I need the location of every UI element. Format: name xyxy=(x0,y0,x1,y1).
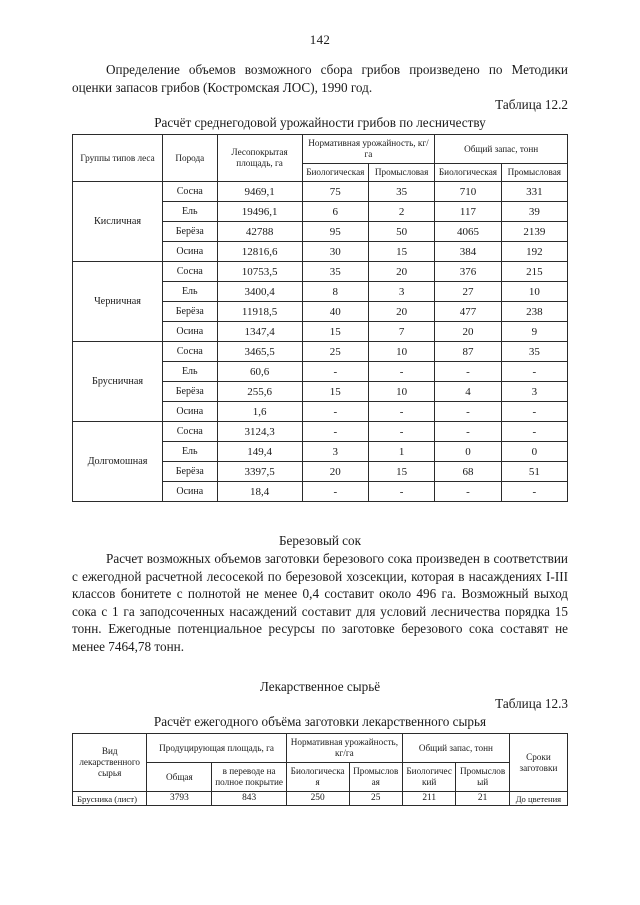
yield-comm-cell: 25 xyxy=(349,792,402,806)
table2-header-row-1 xyxy=(73,734,568,763)
stock-comm-cell: 238 xyxy=(501,302,567,322)
th-yield-comm: Промысловая xyxy=(368,164,434,182)
species-cell: Сосна xyxy=(163,342,217,362)
yield-bio-cell: 20 xyxy=(302,462,368,482)
species-cell: Сосна xyxy=(163,422,217,442)
yield-comm-cell: - xyxy=(368,482,434,502)
yield-comm-cell: 15 xyxy=(368,242,434,262)
yield-bio-cell: 15 xyxy=(302,322,368,342)
yield-bio-cell: 30 xyxy=(302,242,368,262)
area-cell: 3400,4 xyxy=(217,282,302,302)
species-cell: Ель xyxy=(163,442,217,462)
stock-comm-cell: - xyxy=(501,422,567,442)
stock-comm-cell: 3 xyxy=(501,382,567,402)
stock-comm-cell: 39 xyxy=(501,202,567,222)
area-cell: 42788 xyxy=(217,222,302,242)
area-cell: 10753,5 xyxy=(217,262,302,282)
species-cell: Ель xyxy=(163,202,217,222)
stock-bio-cell: 710 xyxy=(435,182,501,202)
table2-caption-right: Таблица 12.3 xyxy=(495,696,568,712)
th-producing-area: Продуцирующая площадь, га xyxy=(147,734,286,763)
th-species: Порода xyxy=(163,135,217,182)
th-yield-comm-2: Промысловая xyxy=(349,763,402,792)
stock-comm-cell: 2139 xyxy=(501,222,567,242)
species-cell: Берёза xyxy=(163,222,217,242)
species-cell: Берёза xyxy=(163,302,217,322)
yield-bio-cell: 8 xyxy=(302,282,368,302)
stock-bio-cell: 477 xyxy=(435,302,501,322)
species-cell: Сосна xyxy=(163,182,217,202)
yield-comm-cell: 3 xyxy=(368,282,434,302)
area-cell: 9469,1 xyxy=(217,182,302,202)
th-terms: Сроки заготовки xyxy=(509,734,567,792)
raw-material-cell: Брусника (лист) xyxy=(73,792,147,806)
table1-header-row-1 xyxy=(73,135,568,164)
yield-comm-cell: - xyxy=(368,362,434,382)
stock-comm-cell: 0 xyxy=(501,442,567,462)
th-yield-bio-2: Биологическая xyxy=(286,763,349,792)
yield-comm-cell: 50 xyxy=(368,222,434,242)
area-cell: 1,6 xyxy=(217,402,302,422)
yield-bio-cell: 35 xyxy=(302,262,368,282)
table1-body xyxy=(73,182,568,502)
species-cell: Ель xyxy=(163,282,217,302)
yield-comm-cell: 10 xyxy=(368,342,434,362)
yield-bio-cell: - xyxy=(302,482,368,502)
yield-bio-cell: 250 xyxy=(286,792,349,806)
area-cell: 3397,5 xyxy=(217,462,302,482)
yield-bio-cell: 75 xyxy=(302,182,368,202)
yield-bio-cell: 6 xyxy=(302,202,368,222)
stock-bio-cell: - xyxy=(435,422,501,442)
area-cell: 255,6 xyxy=(217,382,302,402)
yield-bio-cell: 25 xyxy=(302,342,368,362)
area-cell: 3465,5 xyxy=(217,342,302,362)
yield-bio-cell: 15 xyxy=(302,382,368,402)
stock-bio-cell: 384 xyxy=(435,242,501,262)
yield-comm-cell: 2 xyxy=(368,202,434,222)
birch-sap-paragraph: Расчет возможных объемов заготовки березового сока произведен в соответствии с ежегодной расчетной лесосекой по березовой хозсекции, которая в насаждениях I-III классов бонитете с полнотой не менее 0,4 составит около 496 га. Возможный выход сока с 1 га заподсоченных насаждений составит для условий лесничества порядка 15 тонн. Ежегодные потенциальное ресурсы по заготовке березового сока составят не менее 7464,78 тонн. xyxy=(72,550,568,654)
species-cell: Ель xyxy=(163,362,217,382)
yield-comm-cell: - xyxy=(368,422,434,442)
area-cell: 19496,1 xyxy=(217,202,302,222)
yield-bio-cell: 3 xyxy=(302,442,368,462)
table2-header-row-2 xyxy=(73,763,568,792)
stock-comm-cell: 192 xyxy=(501,242,567,262)
stock-bio-cell: 27 xyxy=(435,282,501,302)
yield-comm-cell: 10 xyxy=(368,382,434,402)
terms-cell: До цветения xyxy=(509,792,567,806)
area-cell: 1347,4 xyxy=(217,322,302,342)
medicinal-raw-material-table xyxy=(72,733,568,806)
area-cell: 18,4 xyxy=(217,482,302,502)
stock-bio-cell: 68 xyxy=(435,462,501,482)
yield-bio-cell: 40 xyxy=(302,302,368,322)
table1-caption-right: Таблица 12.2 xyxy=(495,97,568,113)
th-area: Лесопокрытая площадь, га xyxy=(217,135,302,182)
stock-bio-cell: 117 xyxy=(435,202,501,222)
table-row xyxy=(73,262,568,282)
th-stock-group-2: Общий запас, тонн xyxy=(402,734,509,763)
yield-bio-cell: 95 xyxy=(302,222,368,242)
yield-bio-cell: - xyxy=(302,422,368,442)
stock-bio-cell: 0 xyxy=(435,442,501,462)
species-cell: Осина xyxy=(163,322,217,342)
stock-comm-cell: 215 xyxy=(501,262,567,282)
yield-comm-cell: 7 xyxy=(368,322,434,342)
th-stock-bio-2: Биологический xyxy=(402,763,455,792)
th-stock-comm: Промысловая xyxy=(501,164,567,182)
area-total-cell: 3793 xyxy=(147,792,212,806)
table-row xyxy=(73,792,568,806)
th-stock-comm-2: Промысловый xyxy=(456,763,509,792)
forest-group-cell: Кисличная xyxy=(73,182,163,262)
stock-bio-cell: 376 xyxy=(435,262,501,282)
th-kind: Вид лекарственного сырья xyxy=(73,734,147,792)
th-yield-group-2: Нормативная урожайность, кг/га xyxy=(286,734,402,763)
species-cell: Осина xyxy=(163,242,217,262)
stock-bio-cell: - xyxy=(435,402,501,422)
stock-bio-cell: 20 xyxy=(435,322,501,342)
th-area-full: в переводе на полное покрытие xyxy=(212,763,286,792)
table-row xyxy=(73,422,568,442)
birch-sap-heading: Березовый сок xyxy=(278,533,362,549)
forest-group-cell: Черничная xyxy=(73,262,163,342)
area-cell: 3124,3 xyxy=(217,422,302,442)
intro-paragraph: Определение объемов возможного сбора грибов произведено по Методики оценки запасов грибов (Костромская ЛОС), 1990 год. xyxy=(72,62,568,95)
yield-comm-cell: 15 xyxy=(368,462,434,482)
species-cell: Берёза xyxy=(163,382,217,402)
stock-bio-cell: - xyxy=(435,362,501,382)
yield-bio-cell: - xyxy=(302,362,368,382)
species-cell: Сосна xyxy=(163,262,217,282)
th-yield-bio: Биологическая xyxy=(302,164,368,182)
table1-caption-center: Расчёт среднегодовой урожайности грибов по лесничеству xyxy=(154,114,486,130)
stock-comm-cell: 51 xyxy=(501,462,567,482)
page-number: 142 xyxy=(309,32,331,47)
table-row xyxy=(73,182,568,202)
stock-comm-cell: - xyxy=(501,402,567,422)
yield-comm-cell: 20 xyxy=(368,262,434,282)
species-cell: Осина xyxy=(163,402,217,422)
mushroom-yield-table xyxy=(72,134,568,502)
stock-comm-cell: 331 xyxy=(501,182,567,202)
stock-comm-cell: 10 xyxy=(501,282,567,302)
table-row xyxy=(73,342,568,362)
yield-comm-cell: 35 xyxy=(368,182,434,202)
yield-comm-cell: 1 xyxy=(368,442,434,462)
yield-comm-cell: 20 xyxy=(368,302,434,322)
th-group: Группы типов леса xyxy=(73,135,163,182)
forest-group-cell: Брусничная xyxy=(73,342,163,422)
th-stock-bio: Биологическая xyxy=(435,164,501,182)
stock-bio-cell: 4 xyxy=(435,382,501,402)
stock-comm-cell: 9 xyxy=(501,322,567,342)
medicinal-heading: Лекарственное сырьё xyxy=(259,678,381,694)
stock-comm-cell: - xyxy=(501,482,567,502)
area-cell: 60,6 xyxy=(217,362,302,382)
th-stock-group: Общий запас, тонн xyxy=(435,135,568,164)
species-cell: Осина xyxy=(163,482,217,502)
area-cell: 11918,5 xyxy=(217,302,302,322)
stock-comm-cell: 35 xyxy=(501,342,567,362)
table2-body xyxy=(73,792,568,806)
stock-bio-cell: 87 xyxy=(435,342,501,362)
species-cell: Берёза xyxy=(163,462,217,482)
stock-comm-cell: - xyxy=(501,362,567,382)
stock-comm-cell: 21 xyxy=(456,792,509,806)
th-yield-group: Нормативная урожайность, кг/га xyxy=(302,135,435,164)
table2-caption-center: Расчёт ежегодного объёма заготовки лекарственного сырья xyxy=(153,713,487,729)
th-area-total: Общая xyxy=(147,763,212,792)
stock-bio-cell: - xyxy=(435,482,501,502)
stock-bio-cell: 4065 xyxy=(435,222,501,242)
forest-group-cell: Долгомошная xyxy=(73,422,163,502)
yield-comm-cell: - xyxy=(368,402,434,422)
stock-bio-cell: 211 xyxy=(402,792,455,806)
area-cell: 149,4 xyxy=(217,442,302,462)
area-cell: 12816,6 xyxy=(217,242,302,262)
yield-bio-cell: - xyxy=(302,402,368,422)
area-full-cell: 843 xyxy=(212,792,286,806)
